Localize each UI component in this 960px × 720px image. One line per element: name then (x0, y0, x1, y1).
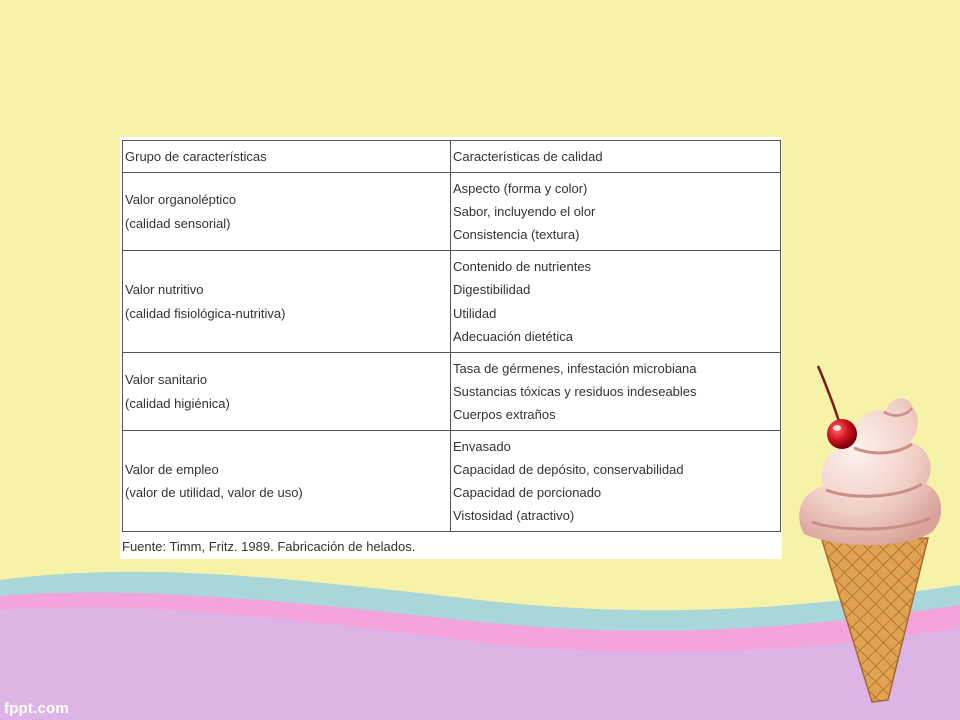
characteristic-item: Capacidad de porcionado (453, 485, 602, 500)
quality-table-panel (120, 137, 782, 559)
group-cell (123, 251, 451, 353)
group-name: Valor sanitario (125, 372, 208, 388)
header-characteristics: Características de calidad (451, 141, 781, 173)
characteristic-item: Utilidad (453, 305, 497, 321)
group-name: Valor nutritivo (125, 282, 204, 298)
characteristic-item: Envasado (453, 438, 511, 454)
group-subtitle: (calidad higiénica) (125, 395, 230, 411)
group-cell (123, 353, 451, 431)
characteristic-item: Digestibilidad (453, 282, 531, 298)
characteristic-item: Tasa de gérmenes, infestación microbiana (453, 360, 697, 376)
characteristic-item: Sustancias tóxicas y residuos indeseables (453, 383, 697, 399)
brand-watermark: fppt.com (4, 700, 69, 717)
group-cell (123, 431, 451, 532)
ice-cream-cone-icon (790, 362, 950, 707)
characteristic-item: Aspecto (forma y color) (453, 180, 588, 196)
group-subtitle: (calidad fisiológica-nutritiva) (125, 305, 286, 321)
characteristic-item: Sabor, incluyendo el olor (453, 203, 596, 219)
characteristic-item: Capacidad de depósito, conservabilidad (453, 461, 684, 477)
table-row (123, 173, 781, 251)
quality-characteristics-table (122, 140, 781, 532)
characteristics-cell (451, 173, 781, 251)
characteristic-item: Adecuación dietética (453, 328, 573, 344)
characteristics-cell (451, 431, 781, 532)
table-row (123, 353, 781, 431)
group-name: Valor organoléptico (125, 192, 237, 208)
characteristic-item: Cuerpos extraños (453, 407, 556, 423)
group-name: Valor de empleo (125, 461, 219, 477)
header-group: Grupo de características (123, 141, 451, 173)
table-row (123, 431, 781, 532)
characteristic-item: Consistencia (textura) (453, 227, 580, 243)
table-header-row (123, 141, 781, 173)
group-subtitle: (calidad sensorial) (125, 215, 231, 231)
characteristics-cell (451, 251, 781, 353)
characteristic-item: Vistosidad (atractivo) (453, 508, 575, 524)
group-cell (123, 173, 451, 251)
group-subtitle: (valor de utilidad, valor de uso) (125, 485, 303, 500)
table-row (123, 251, 781, 353)
table-source-note: Fuente: Timm, Fritz. 1989. Fabricación de helados. (122, 539, 416, 554)
characteristics-cell (451, 353, 781, 431)
characteristic-item: Contenido de nutrientes (453, 259, 592, 275)
